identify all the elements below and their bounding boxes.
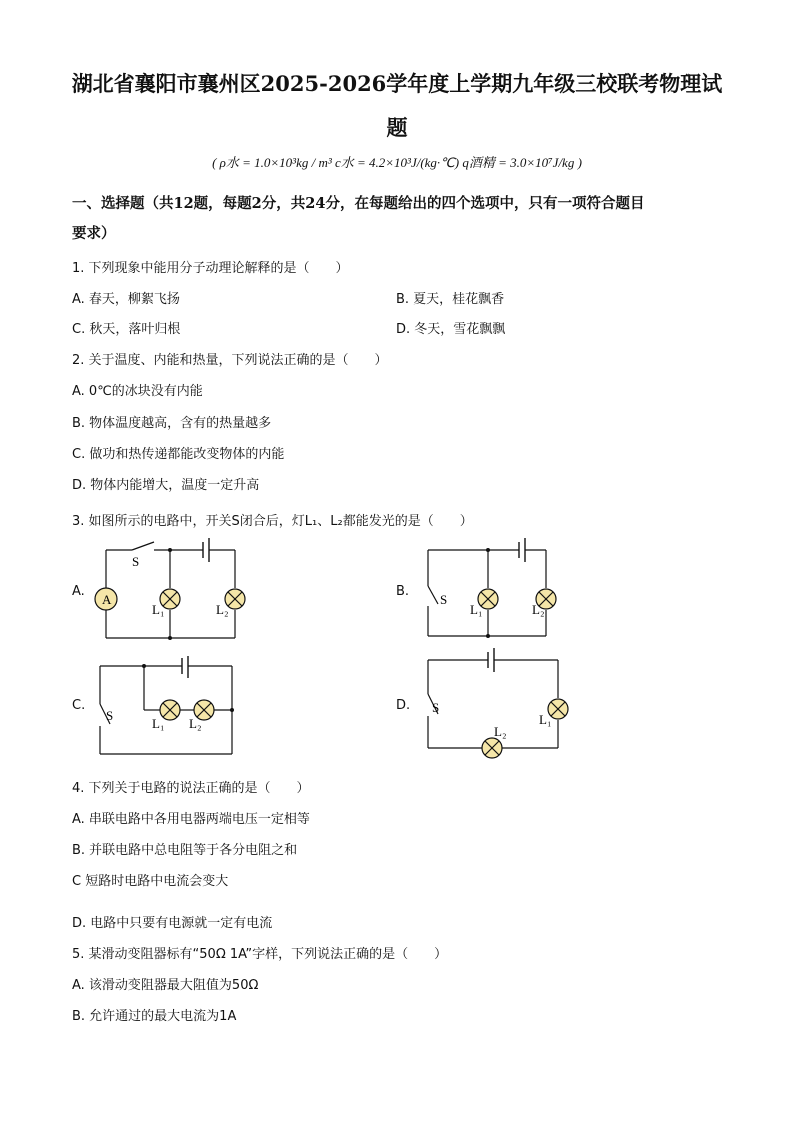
ammeter-label: A	[102, 592, 112, 607]
q5-option-b: B. 允许通过的最大电流为1A	[72, 1009, 237, 1024]
page-title-continued: 题	[386, 115, 408, 140]
q3-option-a: A.	[72, 584, 85, 599]
q1-option-b: B. 夏天，桂花飘香	[396, 292, 505, 307]
q3-option-c: C.	[72, 698, 86, 713]
switch-label: S	[432, 700, 440, 715]
q4-option-c: C 短路时电路中电流会变大	[72, 874, 229, 889]
question-5-stem: 5. 某滑动变阻器标有“50Ω 1A”字样，下列说法正确的是（ ）	[72, 947, 448, 962]
q3-option-d: D.	[396, 698, 411, 713]
q2-option-c: C. 做功和热传递都能改变物体的内能	[72, 447, 285, 462]
q1-option-d: D. 冬天，雪花飘飘	[396, 322, 506, 337]
q3-option-b: B.	[396, 584, 410, 599]
switch-label: S	[132, 554, 140, 569]
q2-option-b: B. 物体温度越高，含有的热量越多	[72, 416, 272, 431]
lamp-1-label: L₁	[152, 716, 165, 731]
section-heading: 一、选择题（共12题，每题2分，共24分，在每题给出的四个选项中，只有一项符合题目	[72, 195, 645, 212]
lamp-2-label: L₂	[494, 724, 507, 739]
q1-option-a: A. 春天，柳絮飞扬	[72, 292, 180, 307]
circuit-diagram-a	[90, 538, 260, 646]
physical-constants: ( ρ水 = 1.0×10³kg / m³ c水 = 4.2×10³J/(kg·℃) q酒精 = 3.0×10⁷J/kg )	[212, 155, 582, 170]
section-heading-continued: 要求）	[72, 225, 116, 242]
q4-option-d: D. 电路中只要有电源就一定有电流	[72, 916, 273, 931]
lamp-1-label: L₁	[470, 602, 483, 617]
page-title: 湖北省襄阳市襄州区2025-2026学年度上学期九年级三校联考物理试	[71, 71, 723, 96]
q1-option-c: C. 秋天，落叶归根	[72, 322, 181, 337]
q2-option-a: A. 0℃的冰块没有内能	[72, 384, 203, 399]
lamp-1-label: L₁	[539, 712, 552, 727]
lamp-2-label: L₂	[189, 716, 202, 731]
q4-option-a: A. 串联电路中各用电器两端电压一定相等	[72, 812, 310, 827]
switch-label: S	[440, 592, 448, 607]
q4-option-b: B. 并联电路中总电阻等于各分电阻之和	[72, 843, 298, 858]
question-2-stem: 2. 关于温度、内能和热量，下列说法正确的是（ ）	[72, 353, 388, 368]
question-3-stem: 3. 如图所示的电路中，开关S闭合后，灯L₁、L₂都能发光的是（ ）	[72, 514, 473, 529]
lamp-1-label: L₁	[152, 602, 165, 617]
lamp-2-label: L₂	[216, 602, 229, 617]
question-4-stem: 4. 下列关于电路的说法正确的是（ ）	[72, 781, 310, 796]
q5-option-a: A. 该滑动变阻器最大阻值为50Ω	[72, 978, 259, 993]
circuit-diagram-c	[92, 656, 242, 758]
circuit-diagram-d	[418, 648, 578, 764]
question-1-stem: 1. 下列现象中能用分子动理论解释的是（ ）	[72, 261, 349, 276]
circuit-diagram-b	[418, 538, 568, 640]
q2-option-d: D. 物体内能增大，温度一定升高	[72, 478, 260, 493]
lamp-2-label: L₂	[532, 602, 545, 617]
switch-label: S	[106, 708, 114, 723]
